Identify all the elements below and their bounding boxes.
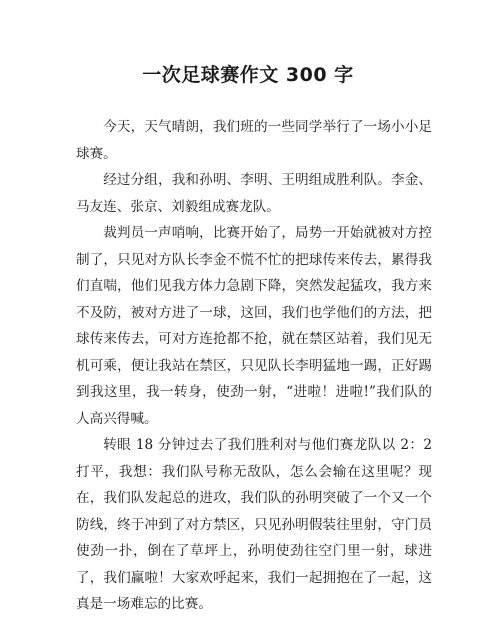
paragraph-3: 裁判员一声哨响，比赛开始了，局势一开始就被对方控制了，只见对方队长李金不慌不忙的把球传来传去，累得我们直喘，他们见我方体力急剧下降，突然发起猛攻，我方来不及防，被对方进了一球，这回，我们也学他们的方法，把球传来传去，可对方连抢都不抢，就在禁区站着，我们见无机可乘，便让我站在禁区，只见队长李明猛地一踢，正好踢到我这里，我一转身，使劲一射，“进啦！进啦!”我们队的人高兴得喊。: [76, 225, 432, 427]
paragraph-2: 经过分组，我和孙明、李明、王明组成胜利队。李金、马友连、张京、刘毅组成赛龙队。: [76, 172, 432, 215]
document-body: [76, 114, 432, 618]
paragraph-1: 今天，天气晴朗，我们班的一些同学举行了一场小小足球赛。: [76, 119, 432, 162]
paragraph-4: 转眼 18 分钟过去了我们胜利对与他们赛龙队以 2：2 打平，我想：我们队号称无敌队，怎么会输在这里呢？现在，我们队发起总的进攻，我们队的孙明突破了一个又一个防线，终于冲到了对方禁区，只见孙明假装往里射，守门员使劲一扑，倒在了草坪上，孙明使劲往空门里一射，球进了，我们赢啦！大家欢呼起来，我们一起拥抱在了一起，这真是一场难忘的比赛。: [76, 437, 432, 612]
document-title: 一次足球赛作文 300 字: [142, 64, 354, 86]
